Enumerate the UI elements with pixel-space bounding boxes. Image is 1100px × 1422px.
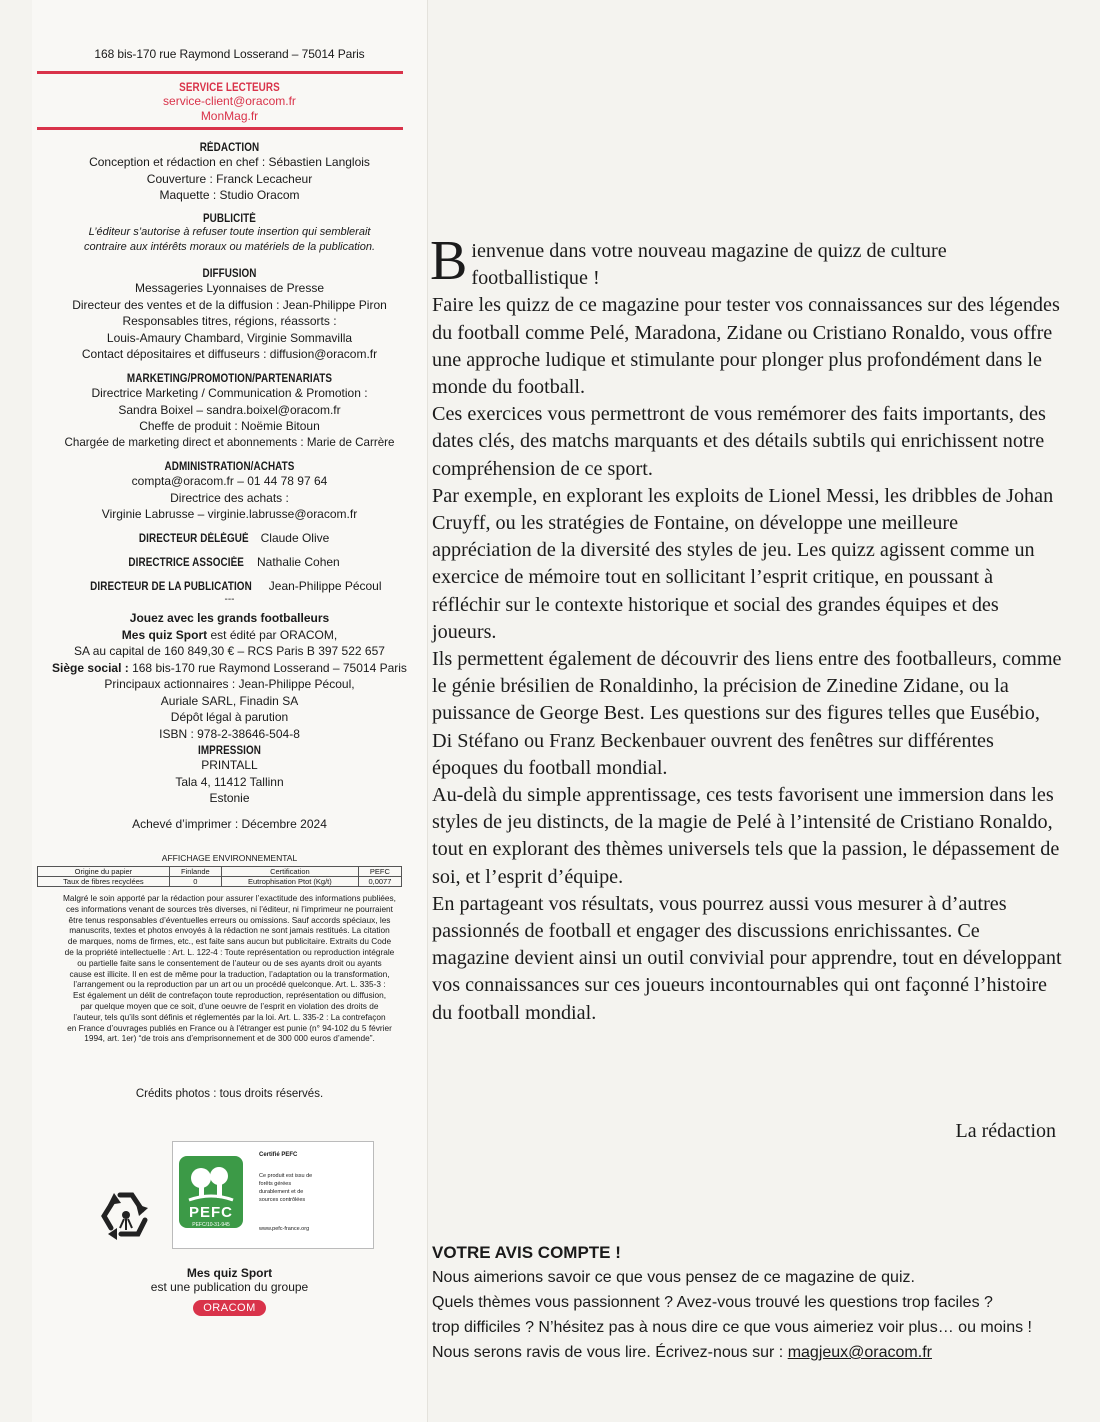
directeur-publication [32,578,427,596]
table-cell: Eutrophisation Ptot (Kg/t) [221,877,358,887]
section-redaction [32,142,427,204]
editorial-paragraph: En partageant vos résultats, vous pourrez aussi vous mesurer à d’autres passionnés de football et engager des discussions enrichissantes. Ce magazine devient ainsi un outil convivial pour apprendre, tout en développant vos connaissances sur ces joueurs incontournables qui ont façonné l’histoire du football mondial. [432,892,1062,1024]
text-line: Sandra Boixel – sandra.boixel@oracom.fr [118,402,341,417]
magazine-title: Mes quiz Sport [186,1266,273,1280]
table-cell: Finlande [169,867,221,877]
pefc-code: PEFC/10-31-945 [192,1222,230,1228]
table-cell: PEFC [358,867,401,877]
text-line: Directrice des achats : [170,490,289,505]
section-title: DIFFUSION [202,268,257,280]
env-title: AFFICHAGE ENVIRONNEMENTAL [161,853,298,863]
environment-table [37,866,402,887]
feedback-line: Quels thèmes vous passionnent ? Avez-vous trouvé les questions trop faciles ? [432,1294,993,1311]
text-line: Principaux actionnaires : Jean-Philippe Pécoul, [104,677,355,691]
role-name: Claude Olive [260,531,330,545]
text-line: Dépôt légal à parution [170,710,289,724]
legal-line: être tenus responsables d’éventuelles erreurs ou omissions. Sauf accords spéciaux, les [68,914,391,925]
text-line: L’éditeur s’autorise à refuser toute insertion qui semblerait [88,226,371,238]
table-row [38,877,402,887]
editorial-paragraph: Ces exercices vous permettront de vous remémorer des faits importants, des dates clés, des matchs marquants et des détails subtils qui enrichissent notre compréhension de ce sport. [432,403,1046,480]
service-title: SERVICE LECTEURS [179,82,280,94]
tagline: Jouez avec les grands footballeurs [129,611,330,625]
directrice-associee [32,554,427,572]
pefc-logo-text: PEFC [188,1204,233,1221]
pefc-description [259,1172,312,1204]
publication-footer [32,1266,427,1316]
table-cell: 0,0077 [358,877,401,887]
legal-line: manuscrits, textes et photos envoyés à la rédaction ne sont jamais restitués. La citation [69,925,390,936]
text-line: Responsables titres, régions, réassorts : [122,314,337,328]
section-title: PUBLICITÉ [203,213,256,225]
legal-line: Est également un délit de contrefaçon toute reproduction, représentation ou diffusion, [72,990,387,1001]
feedback-block [432,1240,1072,1365]
table-cell: Certification [221,867,358,877]
legal-line: de marques, noms de firmes, etc., est faite sans aucun but publicitaire. Extraits du Code [67,936,392,947]
text-line: durablement et de [259,1189,304,1195]
service-site[interactable]: MonMag.fr [200,109,259,123]
service-lecteurs [32,82,427,124]
text-line [32,660,427,677]
directeur-delegue [32,530,427,548]
intro-text: ienvenue dans votre nouveau magazine de quizz de culture footballistique ! [471,240,947,290]
text-fragment: 168 bis-170 rue Raymond Losserand – 75014 Paris [128,660,407,675]
editorial-column [427,0,1100,1422]
group-text: est une publication du groupe [150,1280,309,1294]
editorial-paragraph: Ils permettent également de découvrir des liens entre des footballeurs, comme le génie brésilien de Ronaldinho, la précision de Zinedine Zidane, ou la puissance de George Best. Les questions sur des figures telles que Eusébio, Di Stéfano ou Franz Beckenbauer ouvrent des fenêtres sur différentes époques du football mondial. [432,648,1062,779]
text-line: Contact dépositaires et diffuseurs : diffusion@oracom.fr [81,347,378,361]
text-line: Tala 4, 11412 Tallinn [175,774,284,789]
legal-line: en France d’ouvrages publiés en France ou à l’étranger est punie (n° 94-102 du 5 février [67,1022,392,1033]
acheve-imprimer: Achevé d’imprimer : Décembre 2024 [132,817,327,831]
red-rule [37,127,403,130]
text-fragment: est édité par ORACOM, [207,627,338,642]
role-label: DIRECTEUR DE LA PUBLICATION [90,581,253,593]
text-line: Cheffe de produit : Noëmie Bitoun [139,419,320,433]
text-line: Estonie [209,791,250,805]
legal-notice [32,893,427,1044]
section-marketing [32,373,427,451]
text-fragment: Nous serons ravis de vous lire. Écrivez-nous sur : [432,1344,788,1361]
role-name: Nathalie Cohen [257,555,340,569]
legal-line: par quelque moyen que ce soit, d’une oeuvre de l’esprit en violation des droits de [80,1000,379,1011]
section-publicite [32,213,427,255]
editorial-paragraph: Par exemple, en explorant les exploits de Lionel Messi, les dribbles de Johan Cruyff, ou les stratégies de Fontaine, on développe une meilleure appréciation de la diversité des styles de jeu. Les quizz agissent comme un exercice de mémoire tout en sollicitant l’esprit critique, en poussant à réfléchir sur le contexte historique et social des grandes équipes et des joueurs. [432,484,1054,643]
masthead-column [32,0,428,1422]
section-administration [32,461,427,523]
separator: --- [224,594,235,605]
text-line: compta@oracom.fr – 01 44 78 97 64 [131,474,328,488]
legal-line: ou partielle faite sans le consentement de l’auteur ou de ses ayants droit ou ayants [77,957,382,968]
text-line: Couverture : Franck Lecacheur [146,171,313,186]
feedback-email-link[interactable]: magjeux@oracom.fr [787,1344,932,1361]
text-line: Chargée de marketing direct et abonnements : Marie de Carrère [64,435,395,449]
pefc-cert-label: Certifié PEFC [259,1152,298,1158]
table-cell: 0 [169,877,221,887]
publisher-address: 168 bis-170 rue Raymond Losserand – 75014 Paris [94,47,365,61]
legal-line: 1994, art. 1er) “de trois ans d’emprisonnement et de 300 000 euros d’amende”. [84,1033,375,1044]
legal-line: Malgré le soin apporté par la rédaction pour assurer l’exactitude des informations publiées, [63,893,396,903]
role-label: DIRECTEUR DÉLÉGUÉ [138,533,249,545]
section-diffusion [32,268,427,363]
legal-line: de la propriété intellectuelle : Art. L. 122-4 : Toute représentation ou reproduction intégrale [64,946,395,957]
legal-line: ces informations venant de sources très diverses, ni l’éditeur, ni l’imprimeur ne pourraient [66,903,393,914]
text-line: sources contrôlées [259,1197,306,1203]
legal-line: l’auteur, tels qu’ils sont définis et réglementés par la loi. Art. L. 335-2 : La contrefaçon [73,1011,386,1022]
editorial-paragraph: Au-delà du simple apprentissage, ces tests favorisent une immersion dans les styles de jeu distincts, de la magie de Pelé à l’intensité de Cristiano Ronaldo, tout en explorant des thèmes universels tels que la passion, le dépassement de soi, et l’esprit d’équipe. [432,784,1060,888]
recycle-icon [97,1188,155,1246]
section-title: IMPRESSION [198,745,261,757]
text-line: Directeur des ventes et de la diffusion : Jean-Philippe Piron [72,297,387,312]
section-title: MARKETING/PROMOTION/PARTENARIATS [126,373,333,385]
drop-cap: B [430,230,468,292]
legal-line: l’arrangement ou la reproduction par un art ou un procédé quelconque. Art. L. 335-3 : [73,979,386,990]
feedback-line: trop difficiles ? N’hésitez pas à nous dire ce que vous aimeriez voir plus… ou moins ! [432,1319,1032,1336]
feedback-title: VOTRE AVIS COMPTE ! [432,1243,621,1262]
editorial-text [430,230,1062,1027]
publisher-info [32,610,427,742]
section-title: ADMINISTRATION/ACHATS [164,461,295,473]
editorial-paragraph: Faire les quizz de ce magazine pour tester vos connaissances sur des légendes du football comme Pelé, Maradona, Zidane ou Cristiano Ronaldo, vous offre une approche ludique et stimulante pour plonger plus profondément dans le monde du football. [432,294,1060,399]
feedback-line: Nous aimerions savoir ce que vous pensez de ce magazine de quiz. [432,1269,915,1286]
signature: La rédaction [955,1120,1056,1142]
table-cell: Origine du papier [38,867,170,877]
text-line: Maquette : Studio Oracom [159,188,300,202]
text-line: Auriale SARL, Finadin SA [160,693,299,708]
text-line: PRINTALL [201,758,258,772]
text-line: SA au capital de 160 849,30 € – RCS Paris B 397 522 657 [74,644,385,658]
text-line [32,627,427,644]
magazine-name: Mes quiz Sport [121,627,208,642]
text-line: ISBN : 978-2-38646-504-8 [159,726,300,741]
text-line: Conception et rédaction en chef : Sébastien Langlois [89,155,370,169]
text-line: Virginie Labrusse – virginie.labrusse@oracom.fr [101,507,358,521]
label-bold: Siège social : [52,660,129,675]
table-cell: Taux de fibres recyclées [38,877,170,887]
legal-line: cause est illicite. Il en est de même pour la traduction, l’adaptation ou la transformation, [69,968,390,979]
pefc-url: www.pefc-france.org [259,1226,310,1232]
pefc-certification [172,1141,374,1249]
text-line: Ce produit est issu de [259,1173,313,1179]
text-line: Louis-Amaury Chambard, Virginie Sommavilla [106,330,353,345]
text-line: Directrice Marketing / Communication & Promotion : [91,386,368,400]
oracom-logo: ORACOM [193,1300,266,1316]
text-line: Messageries Lyonnaises de Presse [135,281,324,295]
editorial-intro [430,230,1062,292]
role-name: Jean-Philippe Pécoul [268,579,382,593]
service-email[interactable]: service-client@oracom.fr [163,94,296,108]
section-impression [32,745,427,807]
section-title: RÉDACTION [199,142,260,154]
role-label: DIRECTRICE ASSOCIÉE [128,557,245,569]
red-rule [37,71,403,74]
text-line: forêts gérées [259,1181,292,1187]
photo-credits: Crédits photos : tous droits réservés. [135,1088,324,1100]
text-line: contraire aux intérêts moraux ou matériels de la publication. [83,241,376,253]
feedback-line [432,1340,1072,1365]
table-row [38,867,402,877]
